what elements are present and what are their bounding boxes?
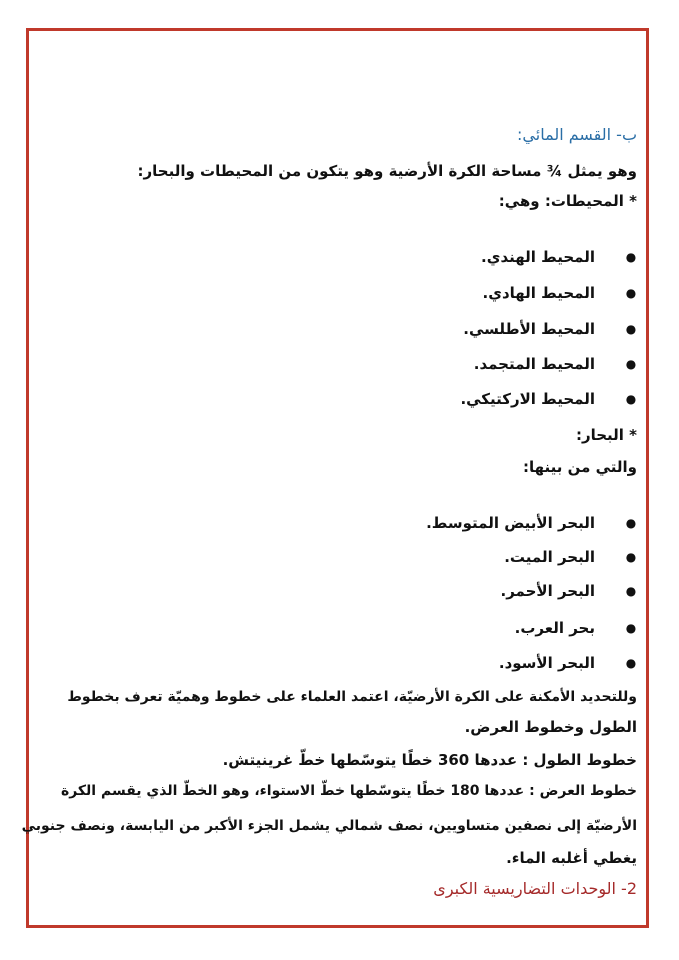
oceans-label: * المحيطات: وهي: xyxy=(498,192,637,210)
sea-item: البحر الميت. xyxy=(504,548,595,566)
list-item xyxy=(42,246,637,268)
seas-label: * البحار: xyxy=(575,426,637,444)
sea-item: البحر الأحمر. xyxy=(500,582,595,600)
list-item xyxy=(42,580,637,602)
list-item xyxy=(42,353,637,375)
ocean-item: المحيط الهندي. xyxy=(481,248,595,266)
bullet-icon: ● xyxy=(625,357,637,371)
sea-item: البحر الأبيض المتوسط. xyxy=(426,514,595,532)
section-b-title: ب- القسم المائي: xyxy=(517,125,637,144)
list-item xyxy=(42,282,637,304)
bullet-icon: ● xyxy=(625,550,637,564)
coordinates-intro-line1: وللتحديد الأمكنة على الكرة الأرضيّة، اعتمد العلماء على خطوط وهميّة تعرف بخطوط xyxy=(67,689,637,705)
latitude-line2: الأرضيّة إلى نصفين متساويين، نصف شمالي يشمل الجزء الأكبر من اليابسة، ونصف جنوبي xyxy=(21,818,637,834)
coordinates-intro-line2: الطول وخطوط العرض. xyxy=(464,718,637,736)
bullet-icon: ● xyxy=(625,286,637,300)
bullet-icon: ● xyxy=(625,392,637,406)
list-item xyxy=(42,652,637,674)
bullet-icon: ● xyxy=(625,584,637,598)
sea-item: البحر الأسود. xyxy=(498,654,595,672)
ocean-item: المحيط الأطلسي. xyxy=(463,320,595,338)
list-item xyxy=(42,388,637,410)
ocean-item: المحيط الاركتيكي. xyxy=(460,390,595,408)
section-b-intro: وهو يمثل ¾ مساحة الكرة الأرضية وهو يتكون من المحيطات والبحار: xyxy=(137,162,637,180)
list-item xyxy=(42,512,637,534)
list-item xyxy=(42,546,637,568)
latitude-line3: يغطي أغلبه الماء. xyxy=(506,849,637,867)
bullet-icon: ● xyxy=(625,322,637,336)
list-item xyxy=(42,318,637,340)
latitude-line1: خطوط العرض : عددها 180 خطًا يتوسّطها خطّ الاستواء، وهو الخطّ الذي يقسم الكرة xyxy=(60,783,637,799)
bullet-icon: ● xyxy=(625,250,637,264)
section-2-title: 2- الوحدات التضاريسية الكبرى xyxy=(433,879,637,898)
bullet-icon: ● xyxy=(625,621,637,635)
sea-item: بحر العرب. xyxy=(514,619,595,637)
bullet-icon: ● xyxy=(625,656,637,670)
bullet-icon: ● xyxy=(625,516,637,530)
ocean-item: المحيط الهادي. xyxy=(482,284,595,302)
longitude-text: خطوط الطول : عددها 360 خطًا يتوسّطها خطّ غرينيتش. xyxy=(222,751,637,769)
seas-intro: والتي من بينها: xyxy=(522,458,637,476)
list-item xyxy=(42,617,637,639)
ocean-item: المحيط المتجمد. xyxy=(473,355,595,373)
